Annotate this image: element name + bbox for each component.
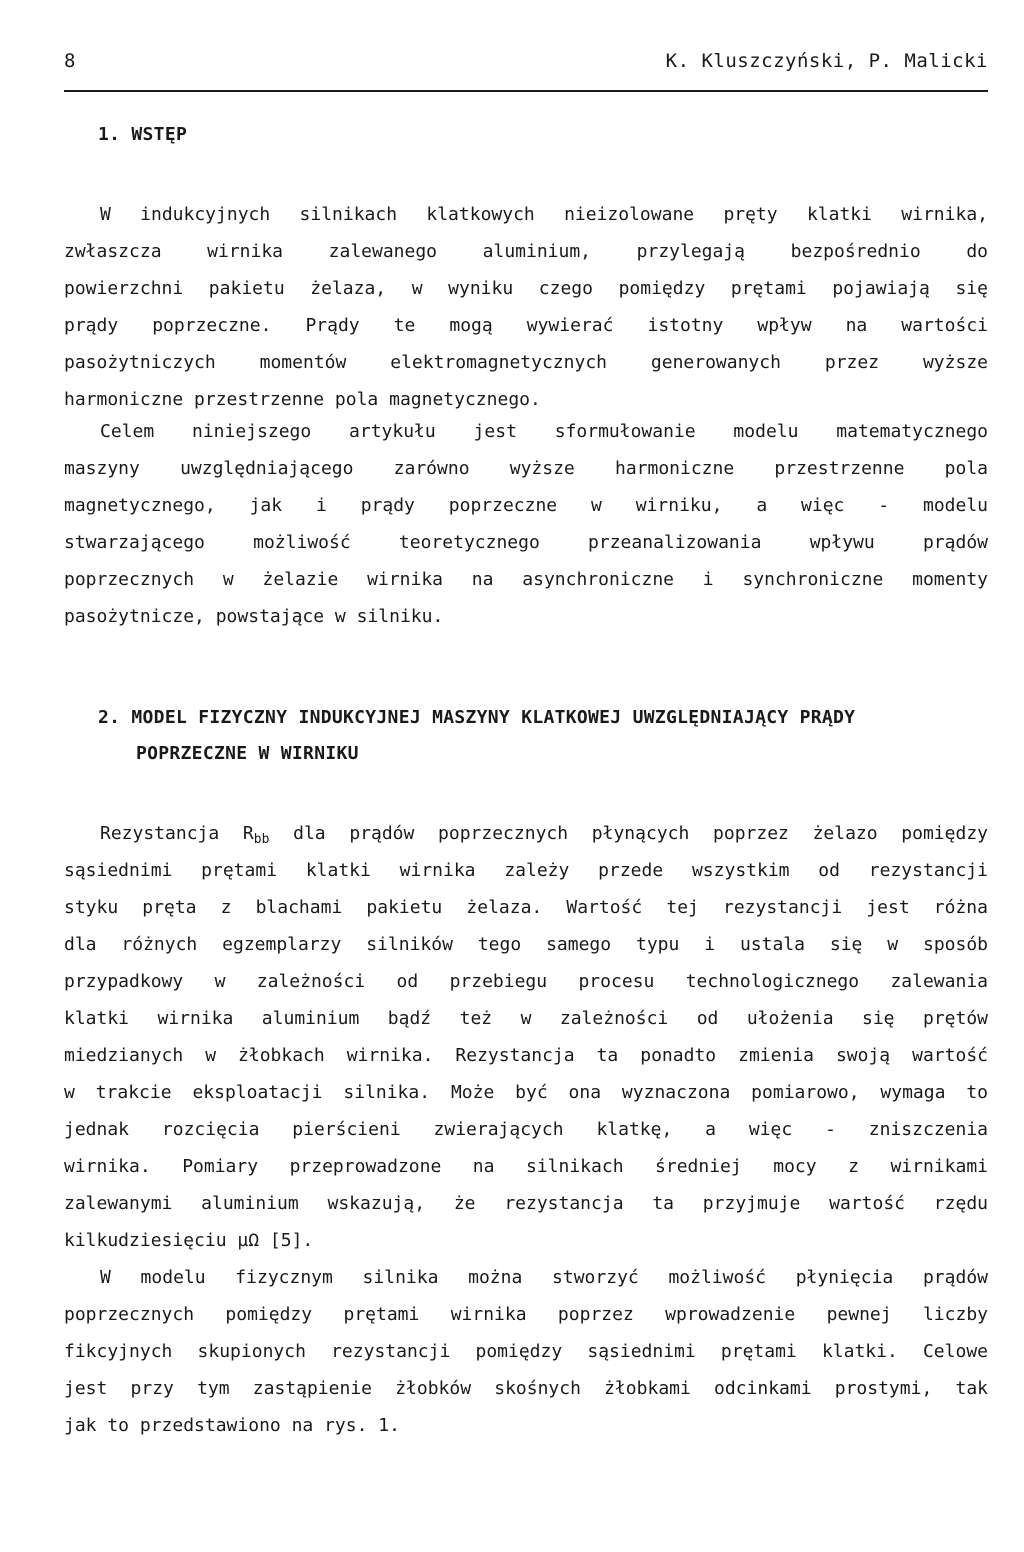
section2-paragraph-1 [64, 815, 988, 1259]
text-line: miedzianych w żłobkach wirnika. Rezystancja ta ponadto zmienia swoją wartość [64, 1045, 988, 1066]
subscript-bb: bb [253, 832, 270, 847]
text-line: W modelu fizycznym silnika można stworzyć możliwość płynięcia prądów [100, 1267, 988, 1288]
text-line: zwłaszcza wirnika zalewanego aluminium, przylegają bezpośrednio do [64, 241, 988, 262]
section-heading-2-line-1: 2. MODEL FIZYCZNY INDUKCYJNEJ MASZYNY KLATKOWEJ UWZGLĘDNIAJĄCY PRĄDY [98, 707, 856, 728]
running-head-authors: K. Kluszczyński, P. Malicki [665, 50, 988, 72]
text-line: maszyny uwzględniającego zarówno wyższe harmoniczne przestrzenne pola [64, 458, 988, 479]
section2-paragraph-2 [64, 1259, 988, 1444]
text-line: zalewanymi aluminium wskazują, że rezystancja ta przyjmuje wartość rzędu [64, 1193, 988, 1214]
page-number: 8 [64, 50, 76, 72]
text-line: powierzchni pakietu żelaza, w wyniku czego pomiędzy prętami pojawiają się [64, 278, 988, 299]
header-rule [64, 90, 988, 92]
text-line: kilkudziesięciu µΩ [5]. [64, 1230, 314, 1251]
text-line: klatki wirnika aluminium bądź też w zależności od ułożenia się prętów [64, 1008, 988, 1029]
text-line: pasożytnicze, powstające w silniku. [64, 606, 444, 627]
text-line: W indukcyjnych silnikach klatkowych nieizolowane pręty klatki wirnika, [100, 204, 988, 225]
text-line: jak to przedstawiono na rys. 1. [64, 1415, 400, 1436]
page-header [64, 44, 988, 80]
text-line: dla różnych egzemplarzy silników tego samego typu i ustala się w sposób [64, 934, 988, 955]
text-line: jest przy tym zastąpienie żłobków skośnych żłobkami odcinkami prostymi, tak [64, 1378, 988, 1399]
text-line: stwarzającego możliwość teoretycznego przeanalizowania wpływu prądów [64, 532, 988, 553]
text-run: Rezystancja R [100, 823, 254, 844]
section-heading-2 [98, 700, 978, 772]
text-line: pasożytniczych momentów elektromagnetycznych generowanych przez wyższe [64, 352, 988, 373]
section1-paragraph-1 [64, 196, 988, 418]
text-line: magnetycznego, jak i prądy poprzeczne w wirniku, a więc - modelu [64, 495, 988, 516]
text-line: w trakcie eksploatacji silnika. Może być ona wyznaczona pomiarowo, wymaga to [64, 1082, 988, 1103]
text-line: przypadkowy w zależności od przebiegu procesu technologicznego zalewania [64, 971, 988, 992]
text-line: poprzecznych w żelazie wirnika na asynchroniczne i synchroniczne momenty [64, 569, 988, 590]
text-line: wirnika. Pomiary przeprowadzone na silnikach średniej mocy z wirnikami [64, 1156, 988, 1177]
text-line: Celem niniejszego artykułu jest sformułowanie modelu matematycznego [100, 421, 988, 442]
text-line: fikcyjnych skupionych rezystancji pomiędzy sąsiednimi prętami klatki. Celowe [64, 1341, 988, 1362]
text-line: harmoniczne przestrzenne pola magnetycznego. [64, 389, 541, 410]
text-line: prądy poprzeczne. Prądy te mogą wywierać istotny wpływ na wartości [64, 315, 988, 336]
section1-paragraph-2 [64, 413, 988, 635]
text-line: styku pręta z blachami pakietu żelaza. Wartość tej rezystancji jest różna [64, 897, 988, 918]
section-heading-1: 1. WSTĘP [98, 124, 188, 145]
section-heading-2-line-2: POPRZECZNE W WIRNIKU [136, 743, 359, 764]
text-line: sąsiednimi prętami klatki wirnika zależy przede wszystkim od rezystancji [64, 860, 988, 881]
text-line: poprzecznych pomiędzy prętami wirnika poprzez wprowadzenie pewnej liczby [64, 1304, 988, 1325]
text-run: dla prądów poprzecznych płynących poprzez żelazo pomiędzy [269, 823, 988, 844]
text-line-with-subscript [64, 815, 988, 852]
text-line: jednak rozcięcia pierścieni zwierających klatkę, a więc - zniszczenia [64, 1119, 988, 1140]
